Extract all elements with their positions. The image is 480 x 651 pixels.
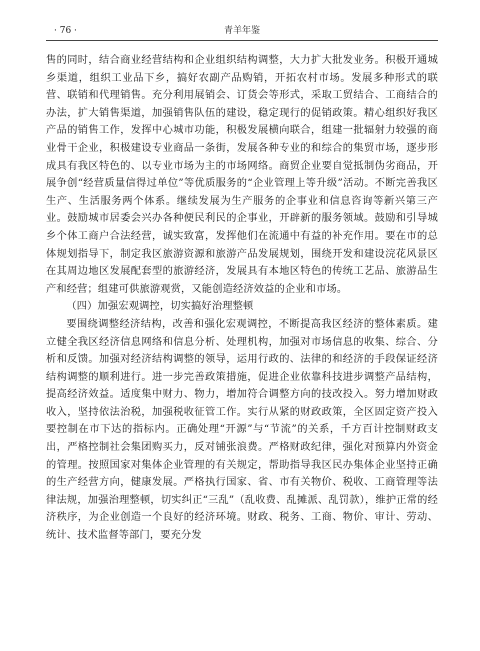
page-number: · 76 ·	[54, 26, 77, 36]
body-paragraph: 售的同时，结合商业经营结构和企业组织结构调整，大力扩大批发业务。积极开通城乡渠道，组织工业品下乡，搞好农副产品购销，开拓农村市场。发展多种形式的联营、联销和代理销售。充分利用展销会、订货会等形式，采取工贸结合、工商结合的办法，扩大销售渠道，加强销售队伍的建设，稳定现行的促销政策。精心组织好我区产品的销售工作，发挥中心城市功能，积极发展横向联合，组建一批辐射力较强的商业骨干企业，积极建设专业商品一条街，发展各种专业的和综合的集贸市场，逐步形成具有我区特色的、以专业市场为主的市场网络。商贸企业要自觉抵制伪劣商品，开展争创“经营质量信得过单位”等优质服务的“企业管理上等升级”活动。不断完善我区生产、生活服务两个体系。继续发展为生产服务的企事业和信息咨询等新兴第三产业。鼓励城市居委会兴办各种便民利民的企事业，开辟新的服务领域。鼓励和引导城乡个体工商户合法经营，诚实致富，发挥他们在流通中有益的补充作用。要在市的总体规划指导下，制定我区旅游资源和旅游产品发展规划，围绕开发和建设浣花风景区在其周边地区发展配套型的旅游经济，发展具有本地区特色的传统工艺品、旅游品生产和经营；组建可供旅游观赏，又能创造经济效益的企业和市场。	[46, 55, 438, 295]
section-heading: （四）加强宏观调控，切实搞好治理整顿	[66, 301, 254, 313]
header-rule	[46, 40, 438, 41]
running-header	[46, 24, 438, 38]
book-title: 青羊年鉴	[223, 26, 260, 36]
body-paragraph: 要围绕调整经济结构，改善和强化宏观调控，不断提高我区经济的整体素质。建立健全我区经济信息网络和信息分析、处理机构，加强对市场信息的收集、综合、分析和反馈。加强对经济结构调整的领导，运用行政的、法律的和经济的手段保证经济结构调整的顺利进行。进一步完善政策措施，促进企业依靠科技进步调整产品结构，提高经济效益。适度集中财力、物力，增加符合调整方向的技改投入。努力增加财政收入，坚持依法治税，加强税收征管工作。实行从紧的财政政策，全区固定资产投入要控制在市下达的指标内。正确处理“开源”与“节流”的关系，千方百计控制财政支出，严格控制社会集团购买力，反对铺张浪费。严格财政纪律，强化对预算内外资金的管理。按照国家对集体企业管理的有关规定，帮助指导我区民办集体企业坚持正确的生产经营方向，健康发展。严格执行国家、省、市有关物价、税收、工商管理等法律法规，加强治理整顿，切实纠正“三乱”（乱收费、乱摊派、乱罚款），维护正常的经济秩序，为企业创造一个良好的经济环境。财政、税务、工商、物价、审计、劳动、统计、技术监督等部门，要充分发	[46, 318, 438, 542]
page-content	[46, 52, 438, 545]
